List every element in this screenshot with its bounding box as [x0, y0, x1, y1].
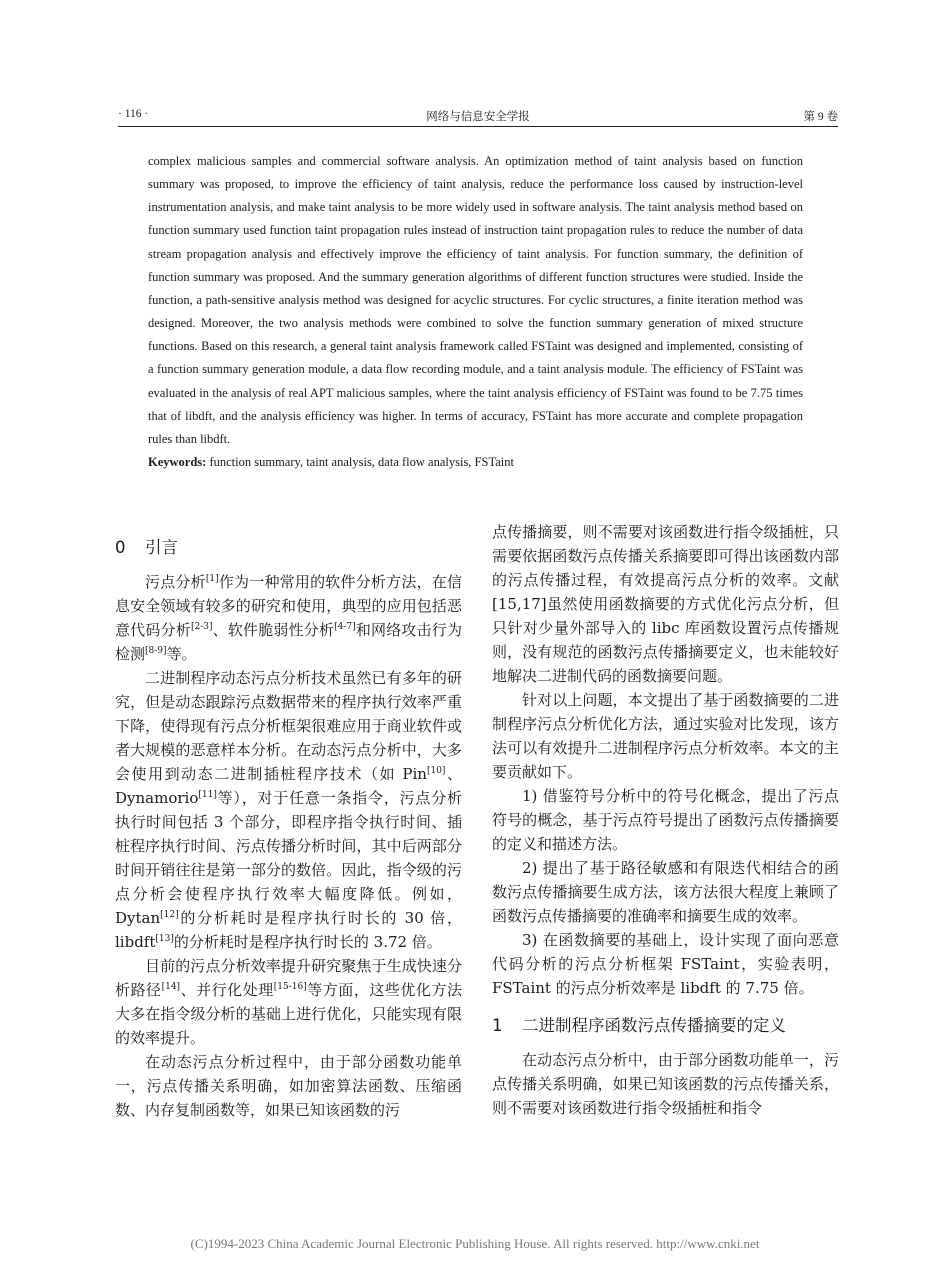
citation: [2-3] [190, 622, 213, 632]
intro-paragraph-2 [115, 666, 462, 954]
citation: [1] [205, 574, 219, 584]
section-1-number: 1 [492, 1016, 503, 1035]
citation: [12] [160, 910, 179, 920]
text: 作为一种常用的软件分析方法，在信息安全领域有较多的研究和使用，典型的应用包括恶意代码分析 [115, 573, 462, 639]
citation: [15-16] [273, 982, 307, 992]
text: 二进制程序动态污点分析技术虽然已有多年的研究，但是动态跟踪污点数据带来的程序执行效率严重下降，使得现有污点分析框架很难应用于商业软件或者大规模的恶意样本分析。在动态污点分析中，大多会使用到动态二进制插桩程序技术（如 Pin [115, 669, 462, 783]
citation: [4-7] [334, 622, 356, 632]
right-column [492, 520, 839, 1120]
intro-paragraph-5: 针对以上问题，本文提出了基于函数摘要的二进制程序污点分析优化方法，通过实验对比发现，该方法可以有效提升二进制程序污点分析效率。本文的主要贡献如下。 [492, 691, 839, 781]
keywords [148, 451, 803, 474]
section-1-paragraph-1: 在动态污点分析中，由于部分函数功能单一，污点传播关系明确，如果已知该函数的污点传播关系，则不需要对该函数进行指令级插桩和指令 [492, 1051, 839, 1117]
header-rule [118, 126, 838, 127]
abstract-text: complex malicious samples and commercial software analysis. An optimization method of taint analysis based on function summary was proposed, to improve the efficiency of taint analysis, reduce the performance loss caused by instruction-level instrumentation analysis, and make taint analysis to be more widely used in software analysis. The taint analysis method based on function summary used function taint propagation rules instead of instruction taint propagation rules to reduce the number of data stream propagation analysis and effectively improve the efficiency of taint analysis. For function summary, the definition of function summary was proposed. And the summary generation algorithms of different function structures were studied. Inside the function, a path-sensitive analysis method was designed for acyclic structures. For cyclic structures, a finite iteration method was designed. Moreover, the two analysis methods were combined to solve the function summary generation of mixed structure functions. Based on this research, a general taint analysis framework called FSTaint was designed and implemented, consisting of a function summary generation module, a data flow recording module, and a taint analysis module. The efficiency of FSTaint was evaluated in the analysis of real APT malicious samples, where the taint analysis efficiency of FSTaint was found to be 7.75 times that of libdft, and the analysis efficiency was higher. In terms of accuracy, FSTaint has more accurate and complete propagation rules than libdft. [148, 154, 803, 446]
page-number: · 116 · [118, 108, 149, 120]
contribution-1: 1) 借鉴符号分析中的符号化概念，提出了污点符号的概念，基于污点符号提出了函数污点传播摘要的定义和描述方法。 [492, 787, 839, 853]
text: 、并行化处理 [180, 981, 274, 999]
section-0-heading [115, 536, 462, 560]
citation: [8-9] [145, 646, 167, 656]
keywords-label: Keywords: [148, 455, 207, 470]
section-1-heading [492, 1014, 839, 1038]
intro-paragraph-4-continued: 点传播摘要，则不需要对该函数进行指令级插桩，只需要依据函数污点传播关系摘要即可得出该函数内部的污点传播过程，有效提高污点分析的效率。文献[15,17]虽然使用函数摘要的方式优化污点分析，但只针对少量外部导入的 libc 库函数设置污点传播规则，没有规范的函数污点传播摘要定义，也未能较好地解决二进制代码的函数摘要问题。 [492, 523, 839, 685]
running-header [118, 108, 838, 124]
text: 等。 [166, 645, 197, 663]
intro-paragraph-3 [115, 954, 462, 1050]
citation: [14] [161, 982, 181, 992]
text: 目前的污点分析效率提升研究聚焦于生成快速分析路径 [115, 957, 462, 999]
contribution-3: 3) 在函数摘要的基础上，设计实现了面向恶意代码分析的污点分析框架 FSTaint，实验表明，FSTaint 的污点分析效率是 libdft 的 7.75 倍。 [492, 931, 839, 997]
text: 、软件脆弱性分析 [212, 621, 335, 639]
intro-paragraph-1 [115, 570, 462, 666]
text: 等），对于任意一条指令，污点分析执行时间包括 3 个部分，即程序指令执行时间、插桩程序执行时间、污点传播分析时间，其中后两部分时间开销往往是第一部分的数倍。因此，指令级的污点分析会使程序执行效率大幅度降低。例如，Dytan [115, 789, 462, 927]
section-0-number: 0 [115, 538, 126, 557]
text: 的分析耗时是程序执行时长的 30 倍，libdft [115, 909, 462, 951]
text: 等方面，这些优化方法大多在指令级分析的基础上进行优化，只能实现有限的效率提升。 [115, 981, 462, 1047]
citation: [13] [155, 934, 174, 944]
intro-paragraph-4: 在动态污点分析过程中，由于部分函数功能单一，污点传播关系明确，如加密算法函数、压缩函数、内存复制函数等，如果已知该函数的污 [115, 1053, 462, 1119]
citation: [10] [426, 766, 446, 776]
journal-name: 网络与信息安全学报 [426, 111, 530, 123]
section-1-title: 二进制程序函数污点传播摘要的定义 [522, 1016, 786, 1035]
section-0-title: 引言 [145, 538, 178, 557]
left-column [115, 522, 462, 1122]
keywords-list: function summary, taint analysis, data flow analysis, FSTaint [209, 455, 514, 470]
abstract [148, 150, 803, 474]
contribution-2: 2) 提出了基于路径敏感和有限迭代相结合的函数污点传播摘要生成方法，该方法很大程度上兼顾了函数污点传播摘要的准确率和摘要生成的效率。 [492, 859, 839, 925]
text: 污点分析 [145, 573, 206, 591]
volume-label: 第 9 卷 [803, 111, 838, 123]
text: 和网络攻击行为检测 [115, 621, 462, 663]
citation: [11] [198, 790, 217, 800]
copyright-footer: (C)1994-2023 China Academic Journal Electronic Publishing House. All rights reserved. http://www.cnki.net [190, 1236, 760, 1251]
text: 、Dynamorio [115, 765, 462, 807]
text: 的分析耗时是程序执行时长的 3.72 倍。 [173, 933, 442, 951]
